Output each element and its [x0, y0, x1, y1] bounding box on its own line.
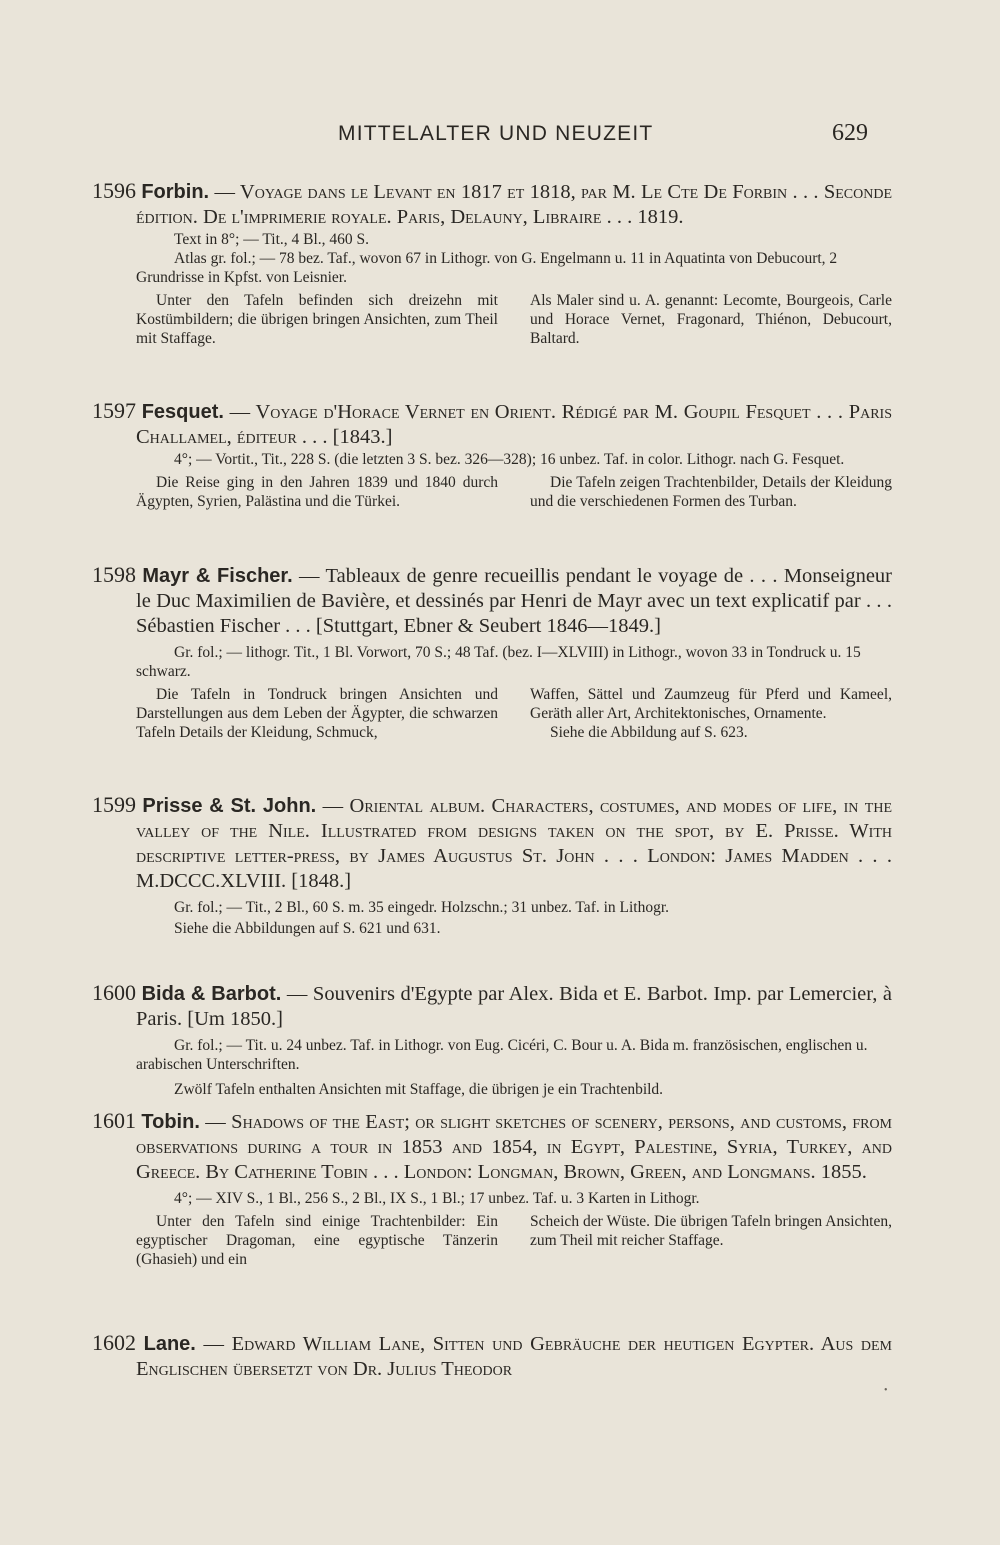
- entry-number: 1600: [92, 980, 136, 1005]
- entry-number: 1601: [92, 1108, 136, 1133]
- entry-title: — Voyage dans le Levant en 1817 et 1818, par M. Le Cte De Forbin . . . Seconde édition. De l'imprimerie royale. Paris, Delauny, Libraire . . . 1819.: [136, 181, 893, 228]
- entry-title: — Oriental album. Characters, costumes, and modes of life, in the valley of the Nile. Illustrated from designs taken on the spot, by E. Prisse. With descriptive letter-press, by James Augustus St. John . . . London: James Madden . . . M.DCCC.XLVIII. [1848.]: [136, 795, 892, 892]
- entry-title: — Souvenirs d'Egypte par Alex. Bida et E. Barbot. Imp. par Lemercier, à Paris. [Um 1850.]: [136, 983, 893, 1030]
- entry-col-left: Die Reise ging in den Jahren 1839 und 1840 durch Ägypten, Syrien, Palästina und die Türkei.: [136, 474, 498, 510]
- entry-note: Siehe die Abbildungen auf S. 621 und 631.: [174, 920, 441, 937]
- entry-name: Tobin.: [141, 1111, 200, 1133]
- entry-col-left: Unter den Tafeln befinden sich dreizehn mit Kostümbildern; die übrigen bringen Ansichten, zum Theil mit Staffage.: [136, 292, 498, 347]
- entry-1596: [92, 178, 892, 348]
- entry-columns: [92, 685, 892, 742]
- page-mark: •: [884, 1385, 888, 1396]
- entry-description: 4°; — XIV S., 1 Bl., 256 S., 2 Bl., IX S., 1 Bl.; 17 unbez. Taf. u. 3 Karten in Lithogr.: [174, 1190, 700, 1207]
- entry-title: — Shadows of the East; or slight sketches of scenery, persons, and customs, from observations during a tour in 1853 and 1854, in Egypt, Palestine, Syria, Turkey, and Greece. By Catherine Tobin . . . London: Longman, Brown, Green, and Longmans. 1855.: [136, 1111, 893, 1183]
- entry-col-right: Die Tafeln zeigen Trachtenbilder, Details der Kleidung und die verschiedenen Formen des Turban.: [530, 474, 892, 510]
- entry-col-right: Waffen, Sättel und Zaumzeug für Pferd und Kameel, Geräth aller Art, Architektonisches, Ornamente.: [530, 686, 892, 722]
- entry-columns: [92, 291, 892, 348]
- entry-number: 1602: [92, 1330, 136, 1355]
- entry-note: Zwölf Tafeln enthalten Ansichten mit Staffage, die übrigen je ein Trachtenbild.: [174, 1081, 664, 1098]
- entry-desc-line: Text in 8°; — Tit., 4 Bl., 460 S.: [174, 231, 370, 248]
- entry-1602: [92, 1330, 892, 1382]
- entry-name: Bida & Barbot.: [141, 983, 282, 1005]
- entry-desc-line: Atlas gr. fol.; — 78 bez. Taf., wovon 67 in Lithogr. von G. Engelmann u. 11 in Aquatinta von Debucourt, 2 Grundrisse in Kpfst. von Leisnier.: [136, 250, 838, 286]
- entry-name: Prisse & St. John.: [142, 795, 317, 817]
- entry-col-right-note: Siehe die Abbildung auf S. 623.: [550, 724, 748, 741]
- entry-1598: [92, 562, 892, 742]
- entry-col-left: Unter den Tafeln sind einige Trachtenbilder: Ein egyptischer Dragoman, eine egyptische Tänzerin (Ghasieh) und ein: [136, 1213, 498, 1268]
- entry-number: 1597: [92, 398, 136, 423]
- entry-col-left: Die Tafeln in Tondruck bringen Ansichten und Darstellungen aus dem Leben der Ägypter, die schwarzen Tafeln Details der Kleidung, Schmuck,: [136, 686, 498, 741]
- entry-col-right-wrap: [530, 685, 892, 742]
- entry-number: 1599: [92, 792, 136, 817]
- running-head: [0, 120, 1000, 150]
- entry-number: 1598: [92, 562, 136, 587]
- entry-name: Forbin.: [141, 181, 210, 203]
- entry-name: Lane.: [143, 1333, 196, 1355]
- entry-columns: [92, 1212, 892, 1269]
- entry-1597: [92, 398, 892, 511]
- entry-name: Fesquet.: [141, 401, 224, 423]
- entry-col-right: Scheich der Wüste. Die übrigen Tafeln bringen Ansichten, zum Theil mit reicher Staffage.: [530, 1213, 892, 1249]
- page-number: 629: [832, 120, 868, 146]
- entry-columns: [92, 473, 892, 511]
- entry-1600: [92, 980, 892, 1099]
- entry-1601: [92, 1108, 892, 1269]
- entry-col-right: Als Maler sind u. A. genannt: Lecomte, Bourgeois, Carle und Horace Vernet, Fragonard, Thiénon, Debucourt, Baltard.: [530, 292, 892, 347]
- running-title: MITTELALTER UND NEUZEIT: [338, 122, 654, 145]
- entry-number: 1596: [92, 178, 136, 203]
- entry-title: — Edward William Lane, Sitten und Gebräuche der heutigen Egypter. Aus dem Englischen übersetzt von Dr. Julius Theodor: [136, 1333, 893, 1380]
- entry-description: Gr. fol.; — Tit., 2 Bl., 60 S. m. 35 eingedr. Holzschn.; 31 unbez. Taf. in Lithogr.: [174, 899, 670, 916]
- entry-description: 4°; — Vortit., Tit., 228 S. (die letzten 3 S. bez. 326—328); 16 unbez. Taf. in color. Lithogr. nach G. Fesquet.: [174, 451, 845, 468]
- entry-title: — Voyage d'Horace Vernet en Orient. Rédigé par M. Goupil Fesquet . . . Paris Challamel, éditeur . . . [1843.]: [136, 401, 892, 448]
- entry-description: Gr. fol.; — lithogr. Tit., 1 Bl. Vorwort, 70 S.; 48 Taf. (bez. I—XLVIII) in Lithogr., wovon 33 in Tondruck u. 15 schwarz.: [136, 644, 861, 680]
- entry-title: — Tableaux de genre recueillis pendant le voyage de . . . Monseigneur le Duc Maximilien de Bavière, et dessinés par Henri de Mayr avec un text explicatif par . . . Sébastien Fischer . . . [Stuttgart, Ebner & Seubert 1846—1849.]: [136, 565, 893, 637]
- entry-description: Gr. fol.; — Tit. u. 24 unbez. Taf. in Lithogr. von Eug. Cicéri, C. Bour u. A. Bida m. französischen, englischen u. arabischen Unterschriften.: [136, 1037, 868, 1073]
- entry-description: [92, 230, 892, 287]
- entry-1599: [92, 792, 892, 938]
- entry-name: Mayr & Fischer.: [142, 565, 293, 587]
